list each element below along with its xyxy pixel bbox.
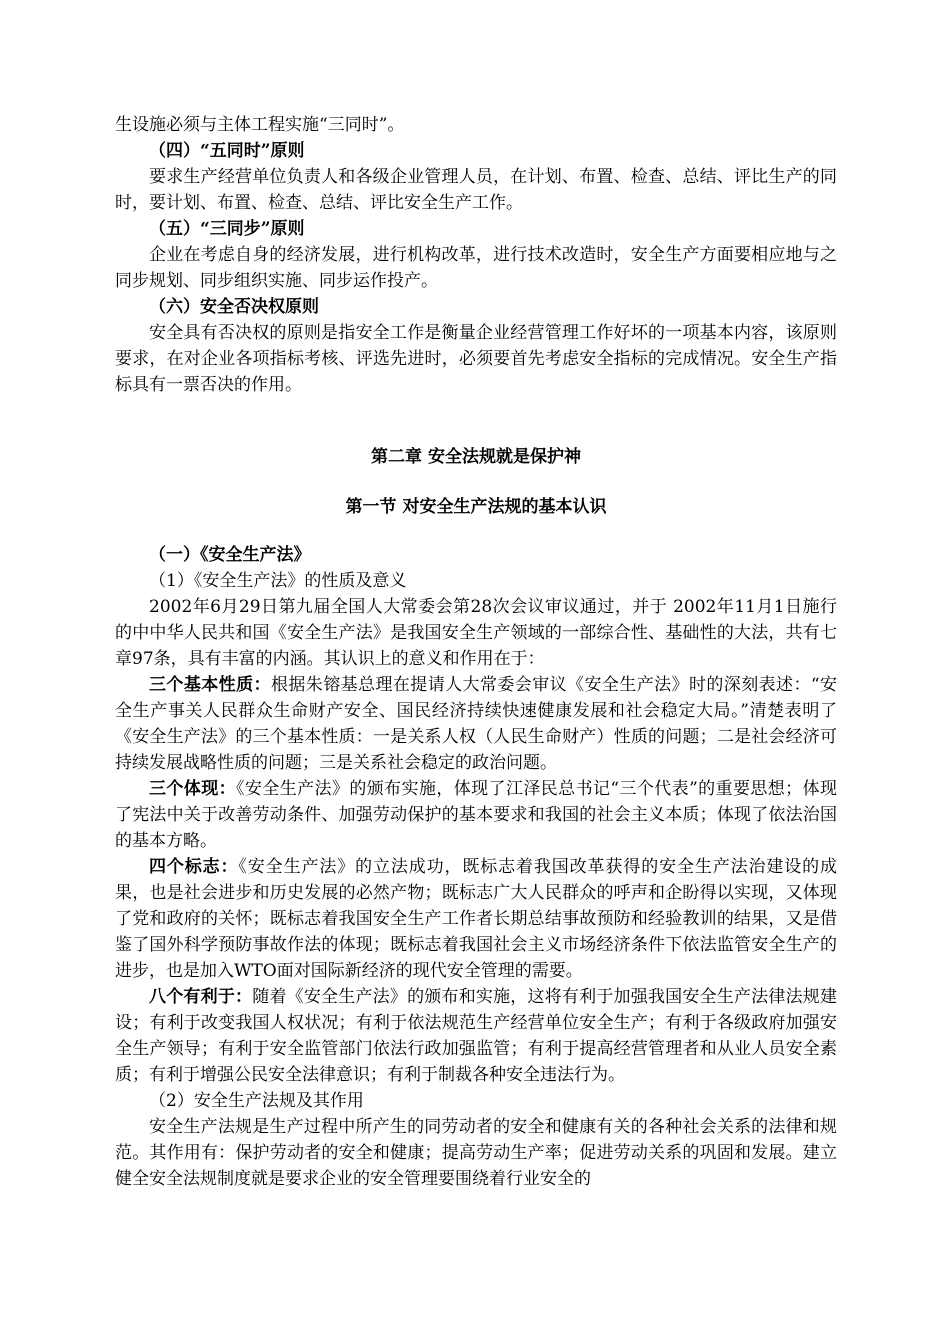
- text-three-properties: 根据朱镕基总理在提请人大常委会审议《安全生产法》时的深刻表述：“安全生产事关人民群众生命财产安全、国民经济持续快速健康发展和社会稳定大局。”清楚表明了《安全生产法》的三个基本性质：一是关系人权（人民生命财产）性质的问题；二是社会经济可持续发展战略性质的问题；三是关系社会稳定的政治问题。: [115, 675, 837, 773]
- text-three-embodiments: 《安全生产法》的颁布实施，体现了江泽民总书记“三个代表”的重要思想；体现了宪法中关于改善劳动条件、加强劳动保护的基本要求和我国的社会主义本质；体现了依法治国的基本方略。: [115, 779, 837, 851]
- paragraph-eight-benefits: [115, 984, 837, 1088]
- label-eight-benefits: 八个有利于：: [149, 987, 253, 1007]
- paragraph-four-marks: [115, 854, 837, 984]
- subsection-heading: （一）《安全生产法》: [149, 545, 311, 565]
- heading-five-simultaneous: （四）“五同时”原则: [149, 141, 305, 161]
- section-title: 第一节 对安全生产法规的基本认识: [345, 497, 607, 517]
- sub-heading: （2）安全生产法规及其作用: [149, 1091, 364, 1111]
- heading-safety-veto: （六）安全否决权原则: [149, 297, 319, 317]
- paragraph: 安全生产法规是生产过程中所产生的同劳动者的安全和健康有关的各种社会关系的法律和规范。其作用有：保护劳动者的安全和健康；提高劳动生产率；促进劳动关系的巩固和发展。建立健全安全法规制度就是要求企业的安全管理要围绕着行业安全的: [115, 1117, 837, 1189]
- chapter-title: 第二章 安全法规就是保护神: [371, 447, 581, 467]
- paragraph: 企业在考虑自身的经济发展，进行机构改革，进行技术改造时，安全生产方面要相应地与之同步规划、同步组织实施、同步运作投产。: [115, 245, 837, 291]
- paragraph: 安全具有否决权的原则是指安全工作是衡量企业经营管理工作好坏的一项基本内容，该原则要求，在对企业各项指标考核、评选先进时，必须要首先考虑安全指标的完成情况。安全生产指标具有一票否决的作用。: [115, 323, 837, 395]
- paragraph: 生设施必须与主体工程实施“三同时”。: [115, 115, 405, 135]
- label-three-properties: 三个基本性质：: [149, 675, 271, 695]
- text-eight-benefits: 随着《安全生产法》的颁布和实施，这将有利于加强我国安全生产法律法规建设；有利于改变我国人权状况；有利于依法规范生产经营单位安全生产；有利于各级政府加强安全生产领导；有利于安全监管部门依法行政加强监管；有利于提高经营管理者和从业人员安全素质；有利于增强公民安全法律意识；有利于制裁各种安全违法行为。: [115, 987, 838, 1085]
- paragraph-three-properties: [115, 672, 837, 776]
- heading-three-synchronous: （五）“三同步”原则: [149, 219, 305, 239]
- document-page: [115, 112, 837, 1192]
- label-four-marks: 四个标志：: [149, 857, 239, 877]
- text-four-marks: 《安全生产法》的立法成功，既标志着我国改革获得的安全生产法治建设的成果，也是社会进步和历史发展的必然产物；既标志广大人民群众的呼声和企盼得以实现，又体现了党和政府的关怀；既标志着我国安全生产工作者长期总结事故预防和经验教训的结果，又是借鉴了国外科学预防事故作法的体现；既标志着我国社会主义市场经济条件下依法监管安全生产的进步，也是加入WTO面对国际新经济的现代安全管理的需要。: [115, 857, 838, 981]
- paragraph: 2002年6月29日第九届全国人大常委会第28次会议审议通过，并于 2002年11月1日施行的中中华人民共和国《安全生产法》是我国安全生产领域的一部综合性、基础性的大法，共有七章97条，具有丰富的内涵。其认识上的意义和作用在于：: [115, 597, 837, 669]
- paragraph: 要求生产经营单位负责人和各级企业管理人员，在计划、布置、检查、总结、评比生产的同时，要计划、布置、检查、总结、评比安全生产工作。: [115, 167, 837, 213]
- label-three-embodiments: 三个体现：: [149, 779, 237, 799]
- sub-heading: （1）《安全生产法》的性质及意义: [149, 571, 407, 591]
- paragraph-three-embodiments: [115, 776, 837, 854]
